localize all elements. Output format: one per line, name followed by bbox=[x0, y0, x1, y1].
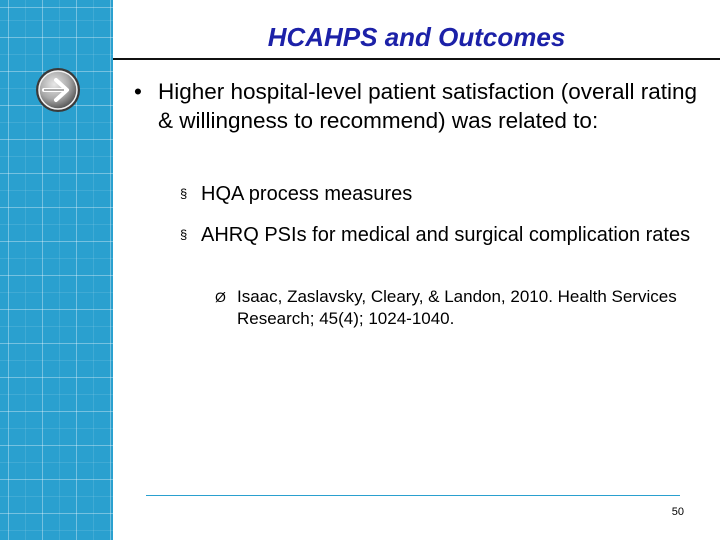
bullet-mark: • bbox=[134, 79, 142, 104]
citation-text: Isaac, Zaslavsky, Cleary, & Landon, 2010. Health Services Research; 45(4); 1024-1040. bbox=[237, 287, 677, 328]
sub-bullet-mark: § bbox=[180, 227, 188, 242]
sub-bullet-mark: § bbox=[180, 186, 188, 201]
page-number: 50 bbox=[671, 506, 684, 518]
sub-bullet-hqa bbox=[180, 182, 700, 206]
sub-bullet-ahrq bbox=[180, 223, 700, 247]
citation-mark: Ø bbox=[215, 289, 226, 305]
main-bullet-text: Higher hospital-level patient satisfaction (overall rating & willingness to recommend) was related to: bbox=[158, 79, 698, 133]
arrow-circle-icon bbox=[34, 66, 82, 114]
sub-bullet-text: AHRQ PSIs for medical and surgical complication rates bbox=[201, 224, 691, 246]
footer-divider bbox=[146, 495, 680, 496]
title-divider bbox=[113, 58, 720, 60]
citation-bullet bbox=[215, 286, 695, 330]
sub-bullet-text: HQA process measures bbox=[201, 183, 413, 205]
main-bullet bbox=[134, 78, 704, 135]
slide-title: HCAHPS and Outcomes bbox=[267, 22, 566, 52]
